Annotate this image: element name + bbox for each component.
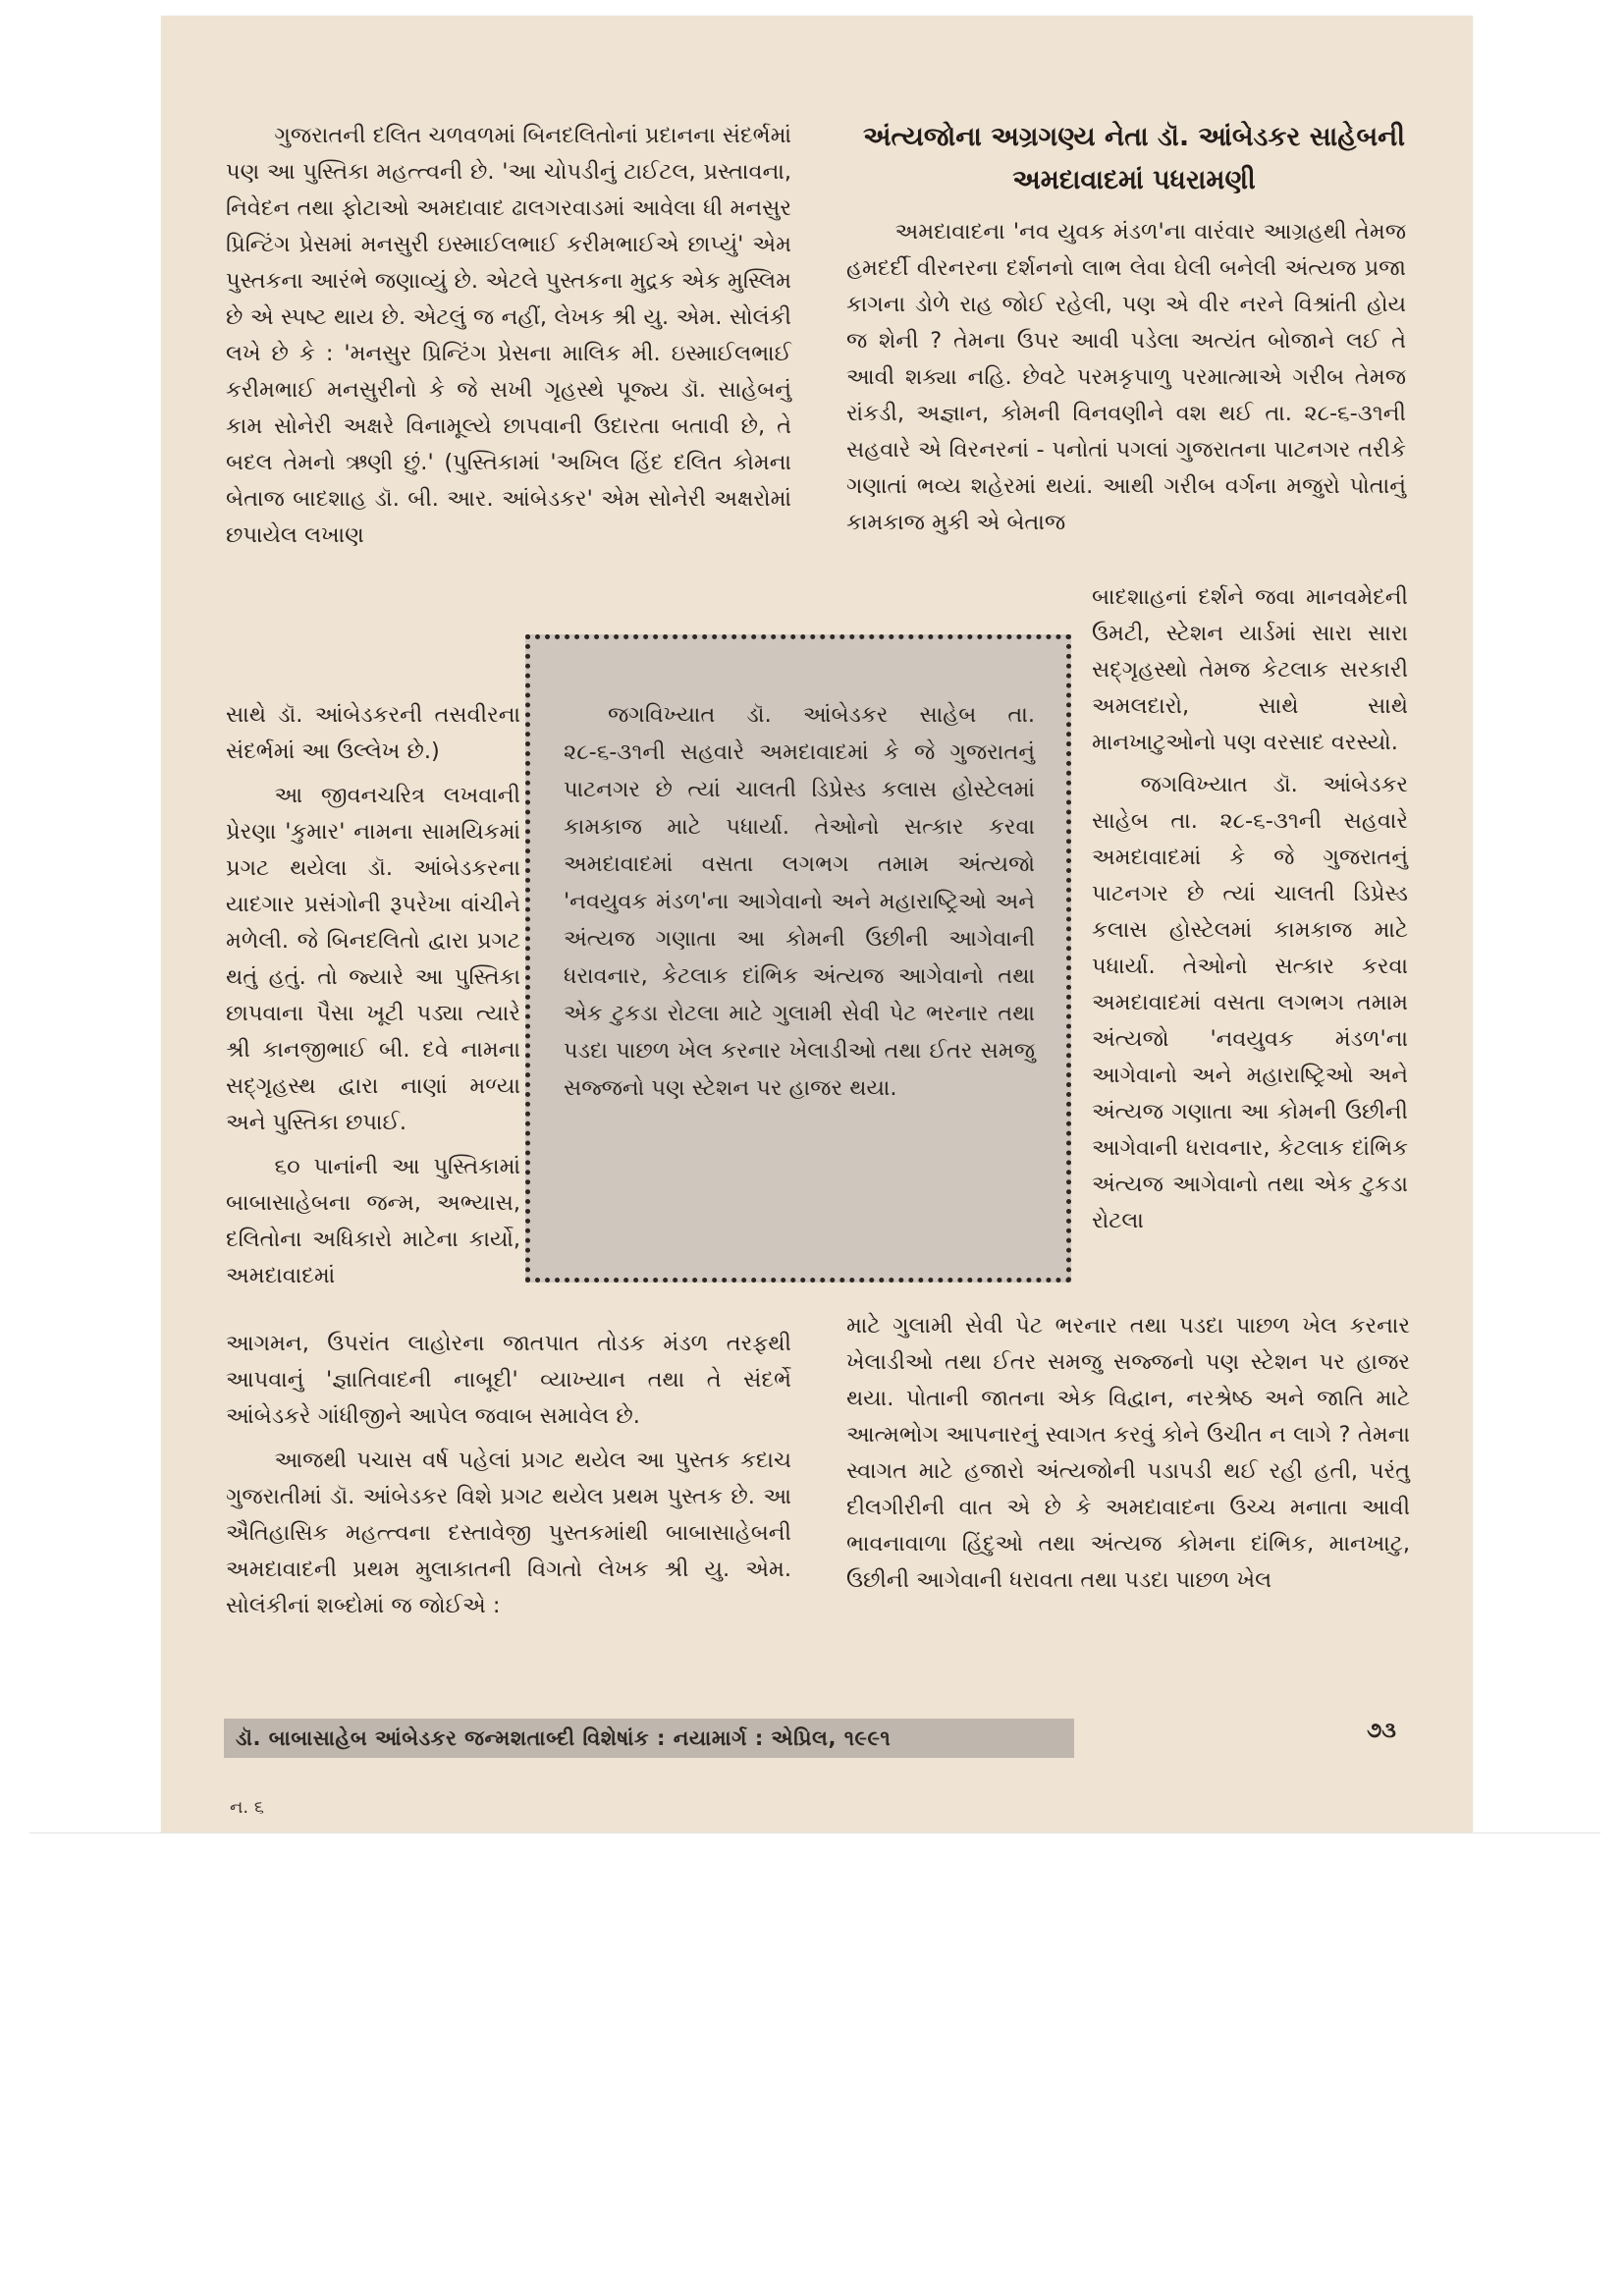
right-paragraph-1-tail: બાદશાહનાં દર્શને જવા માનવમેદની ઉમટી, સ્ટેશન યાર્ડમાં સારા સારા સદ્ગૃહસ્થો તેમજ કેટલાક સરકારી અમલદારો, સાથે સાથે માનખાટુઓનો પણ વરસાદ વરસ્યો. bbox=[1092, 584, 1408, 755]
left-paragraph-1-tail: સાથે ડૉ. આંબેડકરની તસવીરના સંદર્ભમાં આ ઉલ્લેખ છે.) bbox=[226, 702, 520, 764]
right-column-bottom bbox=[846, 1308, 1410, 1599]
left-paragraph-3-start: ૬૦ પાનાંની આ પુસ્તિકામાં બાબાસાહેબના જન્મ, અભ્યાસ, દલિતોના અધિકારો માટેના કાર્યો, અમદાવાદમાં bbox=[226, 1154, 520, 1288]
right-column-top bbox=[846, 214, 1406, 541]
left-paragraph-2: આ જીવનચરિત્ર લખવાની પ્રેરણા 'કુમાર' નામના સામયિકમાં પ્રગટ થયેલા ડૉ. આંબેડકરના યાદગાર પ્રસંગોની રૂપરેખા વાંચીને મળેલી. જે બિનદલિતો દ્વારા પ્રગટ થતું હતું. તો જ્યારે આ પુસ્તિકા છાપવાના પૈસા ખૂટી પડ્યા ત્યારે શ્રી કાનજીભાઈ બી. દવે નામના સદ્ગૃહસ્થ દ્વારા નાણાં મળ્યા અને પુસ્તિકા છપાઈ. bbox=[226, 783, 520, 1135]
page-number: ૭૩ bbox=[1367, 1719, 1396, 1743]
article-heading: અંત્યજોના અગ્રગણ્ય નેતા ડૉ. આંબેડકર સાહેબની અમદાવાદમાં પધરામણી bbox=[863, 122, 1405, 195]
pull-quote-box bbox=[525, 634, 1071, 1283]
footnote-mark: ન. ૬ bbox=[230, 1797, 264, 1818]
left-column-top bbox=[226, 118, 791, 554]
left-paragraph-4: આજથી પચાસ વર્ષ પહેલાં પ્રગટ થયેલ આ પુસ્તક કદાચ ગુજરાતીમાં ડૉ. આંબેડકર વિશે પ્રગટ થયેલ પ્રથમ પુસ્તક છે. આ ઐતિહાસિક મહત્ત્વના દસ્તાવેજી પુસ્તકમાંથી બાબાસાહેબની અમદાવાદની પ્રથમ મુલાકાતની વિગતો લેખક શ્રી યુ. એમ. સોલંકીનાં શબ્દોમાં જ જોઈએ : bbox=[226, 1448, 791, 1618]
right-paragraph-1: અમદાવાદના 'નવ યુવક મંડળ'ના વારંવાર આગ્રહથી તેમજ હમદર્દી વીરનરના દર્શનનો લાભ લેવા ઘેલી બનેલી અંત્યજ પ્રજા કાગના ડોળે રાહ જોઈ રહેલી, પણ એ વીર નરને વિશ્રાંતી હોય જ શેની ? તેમના ઉપર આવી પડેલા અત્યંત બોજાને લઈ તે આવી શક્યા નહિ. છેવટે પરમકૃપાળુ પરમાત્માએ ગરીબ તેમજ રાંકડી, અજ્ઞાન, કોમની વિનવણીને વશ થઈ તા. ૨૮-૬-૩૧ની સહવારે એ વિરનરનાં - પનોતાં પગલાં ગુજરાતના પાટનગર તરીકે ગણાતાં ભવ્ય શહેરમાં થયાં. આથી ગરીબ વર્ગના મજુરો પોતાનું કામકાજ મુકી એ બેતાજ bbox=[846, 219, 1406, 535]
right-paragraph-2: જગવિખ્યાત ડૉ. આંબેડકર સાહેબ તા. ૨૮-૬-૩૧ની સહવારે અમદાવાદમાં કે જે ગુજરાતનું પાટનગર છે ત્યાં ચાલતી ડિપ્રેસ્ડ કલાસ હોસ્ટેલમાં કામકાજ માટે પધાર્યા. તેઓનો સત્કાર કરવા અમદાવાદમાં વસતા લગભગ તમામ અંત્યજો 'નવયુવક મંડળ'ના આગેવાનો અને મહારાષ્ટ્રિઓ અને અંત્યજ ગણાતા આ કોમની ઉછીની આગેવાની ધરાવનાર, કેટલાક દાંભિક અંત્યજ આગેવાનો તથા એક ટુકડા રોટલા bbox=[1092, 772, 1408, 1233]
scan-edge-rule bbox=[29, 1832, 1600, 1833]
right-column-narrow bbox=[1092, 579, 1408, 1239]
left-paragraph-3-rest: આગમન, ઉપરાંત લાહોરના જાતપાત તોડક મંડળ તરફથી આપવાનું 'જ્ઞાતિવાદની નાબૂદી' વ્યાખ્યાન તથા તે સંદર્ભે આંબેડકરે ગાંધીજીને આપેલ જવાબ સમાવેલ છે. bbox=[226, 1331, 791, 1429]
pull-quote-text: જગવિખ્યાત ડૉ. આંબેડકર સાહેબ તા. ૨૮-૬-૩૧ની સહવારે અમદાવાદમાં કે જે ગુજરાતનું પાટનગર છે ત્યાં ચાલતી ડિપ્રેસ્ડ કલાસ હોસ્ટેલમાં કામકાજ માટે પધાર્યા. તેઓનો સત્કાર કરવા અમદાવાદમાં વસતા લગભગ તમામ અંત્યજો 'નવયુવક મંડળ'ના આગેવાનો અને મહારાષ્ટ્રિઓ અને અંત્યજ ગણાતા આ કોમની ઉછીની આગેવાની ધરાવનાર, કેટલાક દાંભિક અંત્યજ આગેવાનો તથા એક ટુકડા રોટલા માટે ગુલામી સેવી પેટ ભરનાર તથા પડદા પાછળ ખેલ કરનાર ખેલાડીઓ તથા ઈતર સમજુ સજ્જનો પણ સ્ટેશન પર હાજર થયા. bbox=[564, 702, 1035, 1101]
right-paragraph-2-rest: માટે ગુલામી સેવી પેટ ભરનાર તથા પડદા પાછળ ખેલ કરનાર ખેલાડીઓ તથા ઈતર સમજુ સજ્જનો પણ સ્ટેશન પર હાજર થયા. પોતાની જાતના એક વિદ્વાન, નરશ્રેષ્ઠ અને જાતિ માટે આત્મભોગ આપનારનું સ્વાગત કરવું કોને ઉચીત ન લાગે ? તેમના સ્વાગત માટે હજારો અંત્યજોની પડાપડી થઈ રહી હતી, પરંતુ દીલગીરીની વાત એ છે કે અમદાવાદના ઉચ્ચ મનાતા આવી ભાવનાવાળા હિંદુઓ તથા અંત્યજ કોમના દાંભિક, માનખાટુ, ઉછીની આગેવાની ધરાવતા તથા પડદા પાછળ ખેલ bbox=[846, 1313, 1410, 1593]
left-column-bottom bbox=[226, 1326, 791, 1624]
footer-title: ડૉ. બાબાસાહેબ આંબેડકર જન્મશતાબ્દી વિશેષાંક : નયામાર્ગ : એપ્રિલ, ૧૯૯૧ bbox=[236, 1726, 892, 1750]
left-column-narrow bbox=[226, 697, 520, 1294]
left-paragraph-1: ગુજરાતની દલિત ચળવળમાં બિનદલિતોનાં પ્રદાનના સંદર્ભમાં પણ આ પુસ્તિકા મહત્ત્વની છે. 'આ ચોપડીનું ટાઈટલ, પ્રસ્તાવના, નિવેદન તથા ફોટાઓ અમદાવાદ ઢાલગરવાડમાં આવેલા ધી મનસુર પ્રિન્ટિંગ પ્રેસમાં મનસુરી ઇસ્માઈલભાઈ કરીમભાઈએ છાપ્યું' એમ પુસ્તકના આરંભે જણાવ્યું છે. એટલે પુસ્તકના મુદ્રક એક મુસ્લિમ છે એ સ્પષ્ટ થાય છે. એટલું જ નહીં, લેખક શ્રી યુ. એમ. સોલંકી લખે છે કે : 'મનસુર પ્રિન્ટિંગ પ્રેસના માલિક મી. ઇસ્માઈલભાઈ કરીમભાઈ મનસુરીનો કે જે સખી ગૃહસ્થે પૂજ્ય ડૉ. સાહેબનું કામ સોનેરી અક્ષરે વિનામૂલ્યે છાપવાની ઉદારતા બતાવી છે, તે બદલ તેમનો ઋણી છું.' (પુસ્તિકામાં 'અખિલ હિંદ દલિત કોમના બેતાજ બાદશાહ ડૉ. બી. આર. આંબેડકર' એમ સોનેરી અક્ષરોમાં છપાયેલ લખાણ bbox=[226, 123, 791, 548]
